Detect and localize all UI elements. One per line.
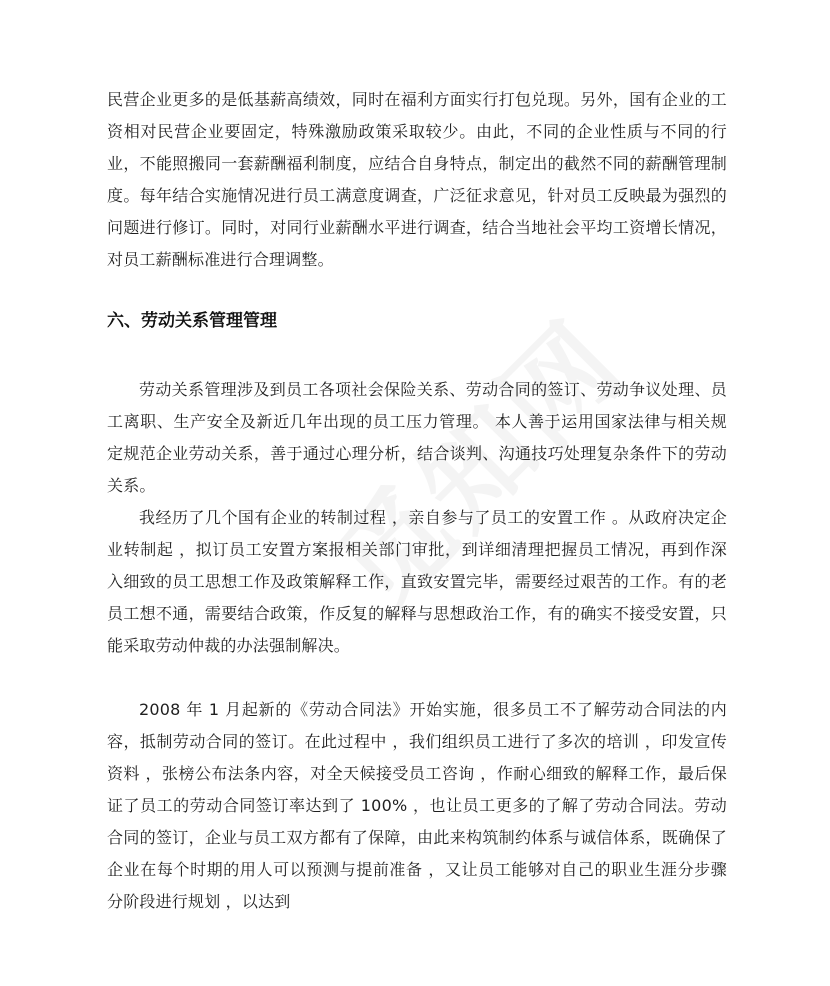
paragraph-labor-relations-intro: 劳动关系管理涉及到员工各项社会保险关系、劳动合同的签订、劳动争议处理、员工离职、生产安全及新近几年出现的员工压力管理。 本人善于运用国家法律与相关规定规范企业劳动关系，善于通过心理分析，结合谈判、沟通技巧处理复杂条件下的劳动关系。 — [107, 380, 727, 495]
section-heading-labor-relations: 六、劳动关系管理管理 — [107, 311, 277, 331]
paragraph-enterprise-restructuring: 我经历了几个国有企业的转制过程 ，亲自参与了员工的安置工作 。从政府决定企业转制起 ，拟订员工安置方案报相关部门审批，到详细清理把握员工情况，再到作深入细致的员工思想工作及政策解释工作，直致安置完毕，需要经过艰苦的工作。有的老员工想不通，需要结合政策，作反复的解释与思想政治工作，有的确实不接受安置，只能采取劳动仲裁的办法强制解决。 — [107, 508, 727, 655]
paragraph-labor-contract-law: 2008 年 1 月起新的《劳动合同法》开始实施，很多员工不了解劳动合同法的内容，抵制劳动合同的签订。在此过程中 ，我们组织员工进行了多次的培训 ，印发宣传资料 ，张榜公布法条内容，对全天候接受员工咨询 ，作耐心细致的解释工作，最后保证了员工的劳动合同签订率达到了 100% ，也让员工更多的了解了劳动合同法。劳动合同的签订，企业与员工双方都有了保障，由此来构筑制约体系与诚信体系，既确保了企业在每个时期的用人可以预测与提前准备 ，又让员工能够对自己的职业生涯分步骤分阶段进行规划 ，以达到 — [107, 700, 727, 911]
paragraph-salary-system: 民营企业更多的是低基薪高绩效，同时在福利方面实行打包兑现。另外，国有企业的工资相对民营企业要固定，特殊激励政策采取较少。由此，不同的企业性质与不同的行业，不能照搬同一套薪酬福利制度，应结合自身特点，制定出的截然不同的薪酬管理制度。每年结合实施情况进行员工满意度调查，广泛征求意见，针对员工反映最为强烈的问题进行修订。同时，对同行业薪酬水平进行调查，结合当地社会平均工资增长情况，对员工薪酬标准进行合理调整。 — [107, 90, 727, 269]
